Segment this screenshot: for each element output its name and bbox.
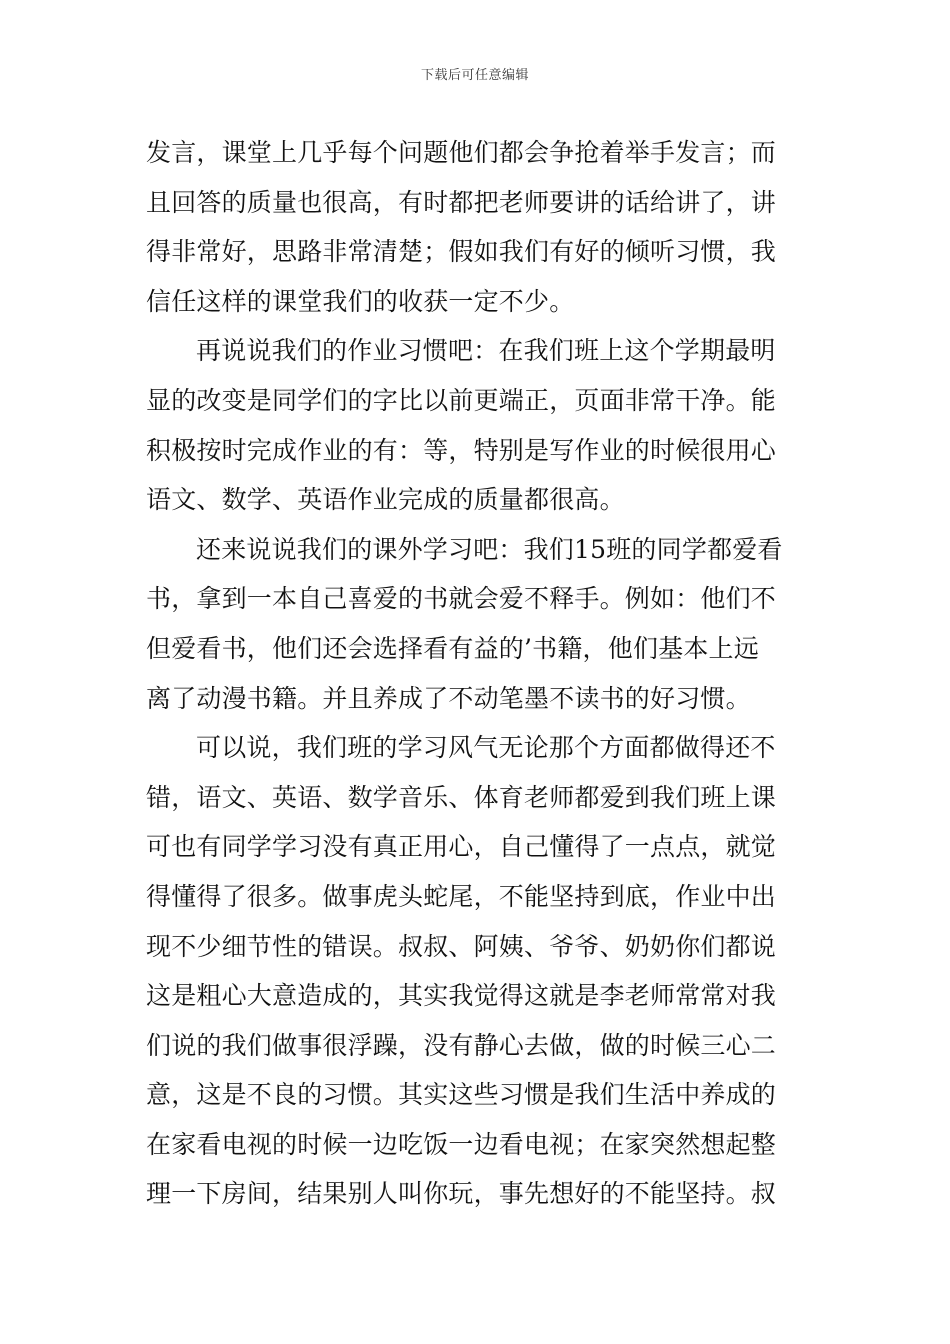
text-line: 书，拿到一本自己喜爱的书就会爱不释手。例如：他们不 (146, 584, 777, 614)
text-line: 但爱看书，他们还会选择看有益的’书籍，他们基本上远 (146, 633, 759, 663)
text-line: 信任这样的课堂我们的收获一定不少。 (146, 286, 575, 316)
text-line: 这是粗心大意造成的，其实我觉得这就是李老师常常对我 (146, 981, 777, 1011)
text-line: 错，语文、英语、数学音乐、体育老师都爱到我们班上课 (146, 782, 777, 812)
page-header: 下载后可任意编辑 (420, 68, 529, 83)
text-line: 积极按时完成作业的有：等，特别是写作业的时候很用心 (146, 435, 777, 465)
text-line: 语文、数学、英语作业完成的质量都很高。 (146, 485, 625, 515)
paragraph-first-line: 可以说，我们班的学习风气无论那个方面都做得还不 (196, 733, 776, 763)
text-line: 意，这是不良的习惯。其实这些习惯是我们生活中养成的 (146, 1080, 777, 1110)
body-text (146, 128, 806, 1219)
text-line: 得懂得了很多。做事虎头蛇尾，不能坚持到底，作业中出 (146, 881, 777, 911)
text-line: 在家看电视的时候一边吃饭一边看电视；在家突然想起整 (146, 1129, 777, 1159)
paragraph-first-line: 再说说我们的作业习惯吧：在我们班上这个学期最明 (196, 336, 776, 366)
paragraph-first-line: 还来说说我们的课外学习吧：我们15班的同学都爱看 (196, 534, 783, 564)
text-line: 且回答的质量也很高，有时都把老师要讲的话给讲了，讲 (146, 187, 777, 217)
text-line: 离了动漫书籍。并且养成了不动笔墨不读书的好习惯。 (146, 683, 751, 713)
text-line: 可也有同学学习没有真正用心，自己懂得了一点点，就觉 (146, 832, 777, 862)
text-line: 显的改变是同学们的字比以前更端正，页面非常干净。能 (146, 385, 777, 415)
text-line: 发言，课堂上几乎每个问题他们都会争抢着举手发言；而 (146, 138, 777, 167)
text-line: 得非常好，思路非常清楚；假如我们有好的倾听习惯，我 (146, 237, 777, 267)
text-line: 们说的我们做事很浮躁，没有静心去做，做的时候三心二 (146, 1030, 777, 1060)
text-line: 现不少细节性的错误。叔叔、阿姨、爷爷、奶奶你们都说 (146, 931, 777, 961)
text-line: 理一下房间，结果别人叫你玩，事先想好的不能坚持。叔 (146, 1179, 777, 1209)
